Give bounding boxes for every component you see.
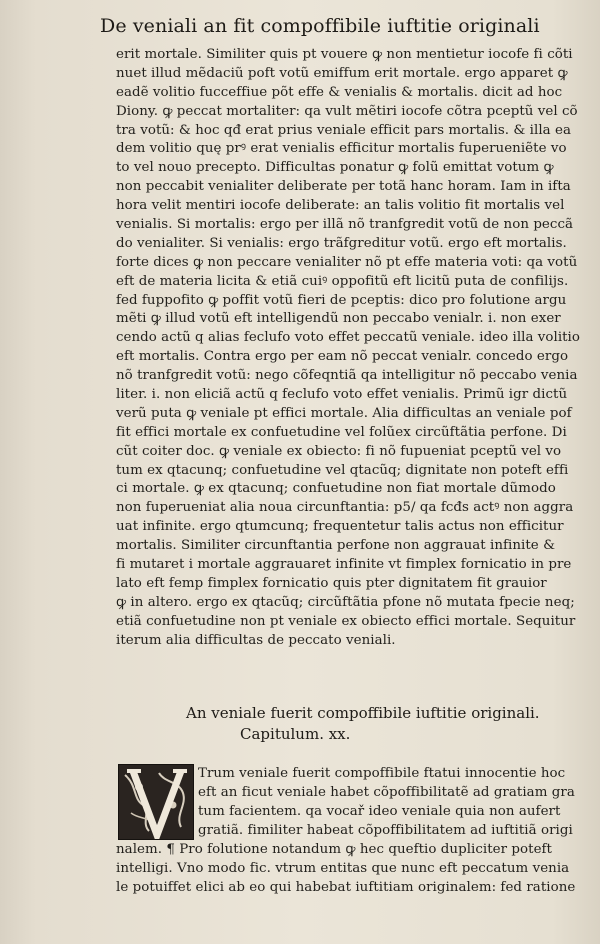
text-line: to vel nouo precepto. Difficultas ponatur ꝙ folũ emittat votum ꝙ xyxy=(116,160,554,176)
text-line: non fuperueniat alia noua circunftantia: p5/ qa fcđs actꝰ non aggra xyxy=(116,500,574,516)
text-line: eft de materia licita & etiã cuiꝰ oppofitũ eft licitũ puta de confilijs. xyxy=(116,273,569,289)
text-line: tra votũ: & hoc qđ erat prius veniale efficit pars mortalis. & illa ea xyxy=(116,122,572,138)
decorated-initial-v-icon xyxy=(118,764,194,840)
woodcut-initial-icon xyxy=(119,765,194,840)
text-line: fed fuppofito ꝙ poffit votũ fieri de pceptis: dico pro folutione argu xyxy=(116,292,567,308)
chapter-number: Capitulum. xx. xyxy=(240,725,351,743)
text-line: fit effici mortale ex confuetudine vel folũex circũftãtia perfone. Di xyxy=(116,424,567,440)
text-line: do venialiter. Si venialis: ergo trãfgreditur votũ. ergo eft mortalis. xyxy=(116,235,567,251)
text-line: dem volitio quę prꝰ erat venialis efficitur mortalis fuperueniẽte vo xyxy=(116,141,567,157)
text-line: Diony. ꝙ peccat mortaliter: qa vult mẽtiri iocofe cõtra pceptũ vel cõ xyxy=(116,103,578,119)
text-line: Trum veniale fuerit compoffibile ftatui innocentie hoc xyxy=(198,766,566,781)
text-line: tum facientem. qa vocař ideo veniale quia non aufert xyxy=(198,804,561,819)
text-line: eft mortalis. Contra ergo per eam nõ peccat venialr. concedo ergo xyxy=(116,349,569,365)
text-line: nõ tranfgredit votũ: nego cõfeqntiã qa intelligitur nõ peccabo venia xyxy=(116,368,578,384)
running-head: De veniali an fit compoffibile iuftitie originali xyxy=(100,15,540,37)
text-line: venialis. Si mortalis: ergo per illã nõ tranfgredit votũ de non peccã xyxy=(116,217,574,233)
text-line: lato eft femp fimplex fornicatio quis pter dignitatem fit grauior xyxy=(116,575,547,591)
text-line: tum ex qtacunq; confuetudine vel qtacũq; dignitate non poteft effi xyxy=(116,462,569,478)
chapter-heading xyxy=(186,703,586,745)
text-line: etiã confuetudine non pt veniale ex obiecto effici mortale. Sequitur xyxy=(116,613,576,629)
chapter-text-indented xyxy=(198,764,590,840)
text-line: nuet illud mẽdaciũ poft votũ emiffum erit mortale. ergo apparet ꝙ xyxy=(116,65,568,81)
text-line: eadẽ volitio fucceffiue põt effe & venialis & mortalis. dicit ad hoc xyxy=(116,84,563,100)
text-line: verũ puta ꝙ veniale pt effici mortale. Alia difficultas an veniale pof xyxy=(116,405,572,421)
text-line: gratiã. fimiliter habeat cõpoffibilitatem ad iuftitiã origi xyxy=(198,823,573,838)
text-line: liter. i. non eliciã actũ q feclufo voto effet venialis. Primũ igr dictũ xyxy=(116,387,568,403)
text-line: nalem. ¶ Pro folutione notandum ꝙ hec queftio dupliciter poteft xyxy=(116,842,552,857)
text-line: cendo actũ q alias feclufo voto effet peccatũ veniale. ideo illa volitio xyxy=(116,330,580,346)
text-line: forte dices ꝙ non peccare venialiter nõ pt effe materia voti: qa votũ xyxy=(116,254,578,270)
text-line: mẽti ꝙ illud votũ eft intelligendũ non peccabo venialr. i. non exer xyxy=(116,311,561,327)
text-line: cũt coiter doc. ꝙ veniale ex obiecto: fi nõ fupueniat pceptũ vel vo xyxy=(116,443,562,459)
text-line: hora velit mentiri iocofe deliberate: an talis volitio fit mortalis vel xyxy=(116,198,565,214)
text-line: non peccabit venialiter deliberate per totã hanc horam. Iam in ifta xyxy=(116,179,571,195)
text-line: ꝙ in altero. ergo ex qtacũq; circũftãtia pfone nõ mutata fpecie neq; xyxy=(116,594,575,610)
text-line: eft an ficut veniale habet cõpoffibilitatẽ ad gratiam gra xyxy=(198,785,575,800)
chapter-title: An veniale fuerit compoffibile iuftitie originali. xyxy=(186,704,540,722)
text-line: erit mortale. Similiter quis pt vouere ꝙ non mentietur iocofe fi cõti xyxy=(116,47,573,62)
text-line: le potuiffet elici ab eo qui habebat iuftitiam originalem: fed ratione xyxy=(116,880,576,895)
chapter-text xyxy=(116,840,590,897)
text-line: uat infinite. ergo qtumcunq; frequentetur talis actus non efficitur xyxy=(116,519,564,535)
text-line: mortalis. Similiter circunftantia perfone non aggrauat infinite & xyxy=(116,538,556,554)
body-text xyxy=(116,46,580,651)
text-line: iterum alia difficultas de peccato veniali. xyxy=(116,632,396,648)
text-line: intelligi. Vno modo fic. vtrum entitas que nunc eft peccatum venia xyxy=(116,861,570,876)
text-line: fi mutaret i mortale aggrauaret infinite vt fimplex fornicatio in pre xyxy=(116,557,572,573)
text-line: ci mortale. ꝙ ex qtacunq; confuetudine non fiat mortale dũmodo xyxy=(116,481,556,497)
